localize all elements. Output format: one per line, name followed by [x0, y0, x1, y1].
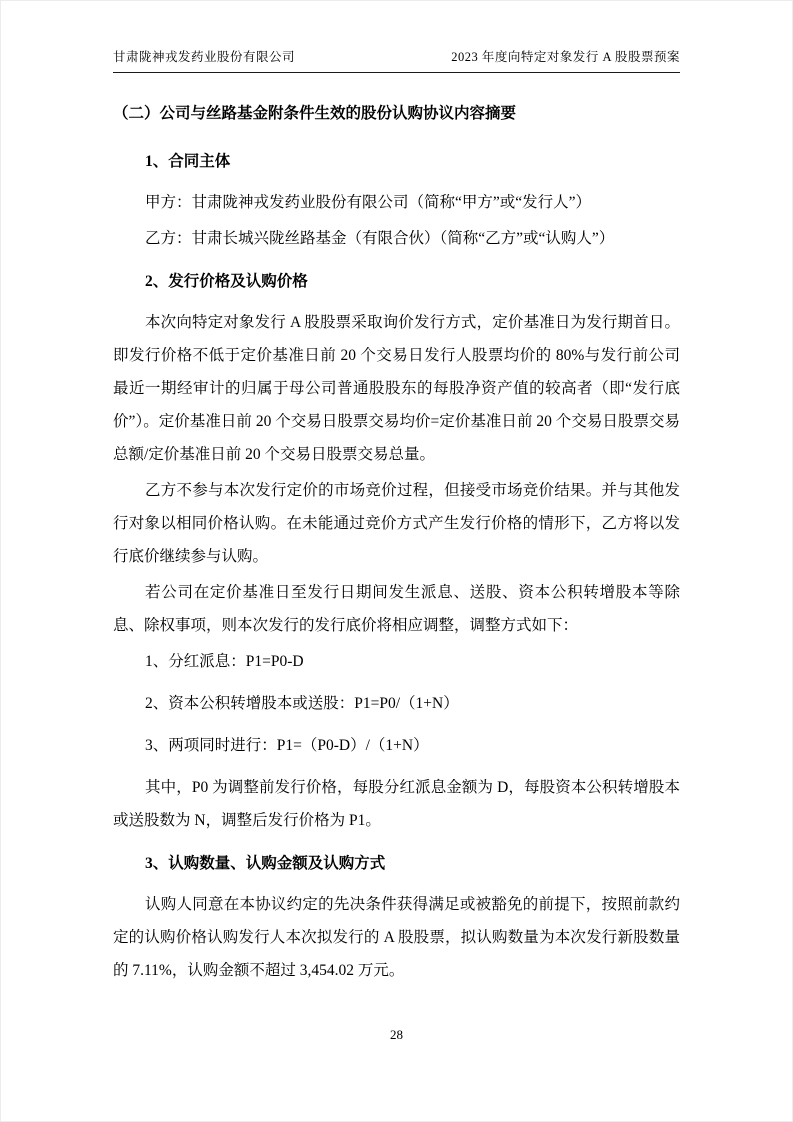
section-heading: （二）公司与丝路基金附条件生效的股份认购协议内容摘要 [113, 105, 517, 122]
paragraph-party-a: 甲方：甘肃陇神戎发药业股份有限公司（简称“甲方”或“发行人”） [145, 194, 592, 211]
paragraph-subscription-amount: 认购人同意在本协议约定的先决条件获得满足或被豁免的前提下，按照前款约定的认购价格认购发行人本次拟发行的 A 股股票，拟认购数量为本次发行新股数量的 7.11%，认购金额不超过 3,454.02 万元。 [113, 896, 680, 979]
paragraph-adjustment-intro: 若公司在定价基准日至发行日期间发生派息、送股、资本公积转增股本等除息、除权事项，则本次发行的发行底价将相应调整，调整方式如下： [113, 584, 680, 634]
page-footer [1, 1027, 792, 1043]
page-number: 28 [390, 1027, 403, 1042]
subsection-heading-contract-parties: 1、合同主体 [145, 153, 231, 170]
header-company-name: 甘肃陇神戎发药业股份有限公司 [113, 50, 296, 64]
header-document-title: 2023 年度向特定对象发行 A 股股票预案 [451, 50, 680, 64]
formula-dividend: 1、分红派息：P1=P0-D [145, 653, 304, 670]
paragraph-party-b: 乙方：甘肃长城兴陇丝路基金（有限合伙）（简称“乙方”或“认购人”） [145, 230, 615, 247]
document-header [113, 47, 680, 73]
paragraph-formula-definitions: 其中，P0 为调整前发行价格，每股分红派息金额为 D，每股资本公积转增股本或送股数为 N，调整后发行价格为 P1。 [113, 779, 680, 829]
formula-capitalization: 2、资本公积转增股本或送股：P1=P0/（1+N） [145, 695, 459, 712]
subsection-heading-subscription: 3、认购数量、认购金额及认购方式 [145, 855, 386, 872]
paragraph-bidding: 乙方不参与本次发行定价的市场竞价过程，但接受市场竞价结果。并与其他发行对象以相同价格认购。在未能通过竞价方式产生发行价格的情形下，乙方将以发行底价继续参与认购。 [113, 482, 680, 565]
paragraph-pricing-method: 本次向特定对象发行 A 股股票采取询价发行方式，定价基准日为发行期首日。即发行价格不低于定价基准日前 20 个交易日发行人股票均价的 80%与发行前公司最近一期经审计的归属于母公司普通股股东的每股净资产值的较高者（即“发行底价”）。定价基准日前 20 个交易日股票交易均价=定价基准日前 20 个交易日股票交易总额/定价基准日前 20 个交易日股票交易总量。 [113, 314, 680, 463]
subsection-heading-price: 2、发行价格及认购价格 [145, 273, 308, 290]
formula-both: 3、两项同时进行：P1=（P0-D）/（1+N） [145, 737, 429, 754]
document-body [113, 99, 680, 987]
